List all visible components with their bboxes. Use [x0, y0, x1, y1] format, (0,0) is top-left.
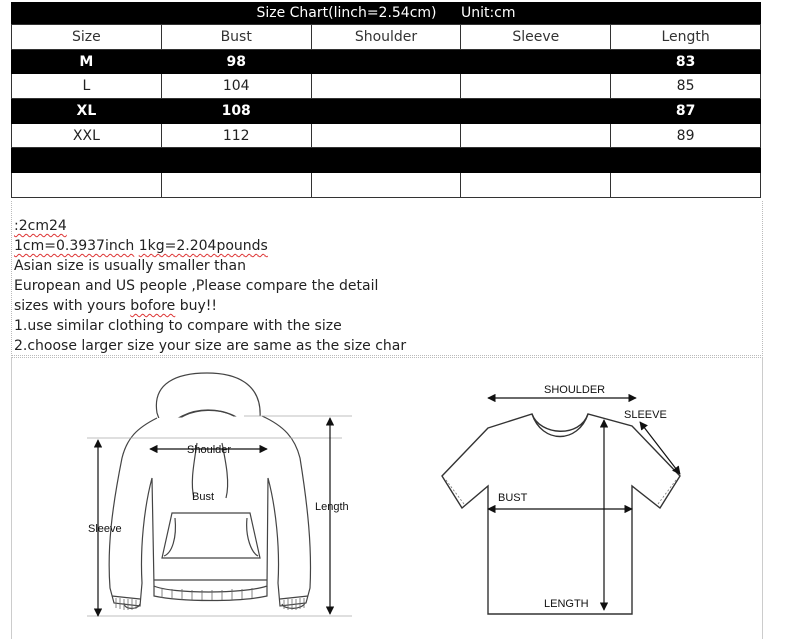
note-line — [14, 216, 406, 236]
size-table — [11, 24, 761, 198]
header-length: Length — [611, 25, 761, 50]
note-line: 2.choose larger size your size are same as the size char — [14, 338, 407, 354]
cell-size — [12, 173, 162, 198]
cell-shoulder — [311, 148, 461, 173]
table-row — [12, 173, 761, 198]
table-row — [12, 148, 761, 173]
table-row — [12, 74, 761, 99]
cell-bust — [161, 173, 311, 198]
note-text: buy!! — [175, 298, 218, 314]
hoodie-bust-label: Bust — [192, 491, 215, 503]
tshirt-sleeve-label: SLEEVE — [624, 409, 667, 421]
cell-length — [611, 173, 761, 198]
cell-length: 83 — [611, 49, 761, 74]
cell-size: XL — [12, 99, 162, 124]
cell-sleeve — [461, 49, 611, 74]
note-text: sizes with yours — [14, 298, 131, 314]
hoodie-sleeve-label: Sleeve — [88, 523, 122, 535]
cell-length — [611, 148, 761, 173]
cell-shoulder — [311, 173, 461, 198]
note-text: bofore — [130, 298, 176, 314]
cell-sleeve — [461, 99, 611, 124]
cell-sleeve — [461, 123, 611, 148]
header-size: Size — [12, 25, 162, 50]
tshirt-bust-label: BUST — [498, 492, 528, 504]
note-line: 1.use similar clothing to compare with the size — [14, 318, 342, 334]
cell-bust: 104 — [161, 74, 311, 99]
note-line: Asian size is usually smaller than — [14, 258, 246, 274]
cell-sleeve — [461, 173, 611, 198]
cell-size: XXL — [12, 123, 162, 148]
size-chart-title-bar — [11, 2, 761, 24]
hoodie-shoulder-label: Shoulder — [187, 444, 232, 456]
cell-bust — [161, 148, 311, 173]
header-shoulder: Shoulder — [311, 25, 461, 50]
note-text: 1kg=2.204pounds — [138, 238, 268, 254]
cell-length: 85 — [611, 74, 761, 99]
note-line — [14, 236, 406, 256]
hoodie-length-label: Length — [315, 501, 349, 513]
cell-sleeve — [461, 74, 611, 99]
size-notes — [11, 201, 763, 356]
cell-length: 89 — [611, 123, 761, 148]
note-text: :2cm24 — [14, 218, 67, 234]
table-header-row — [12, 25, 761, 50]
size-chart — [11, 2, 761, 198]
note-text: 1cm=0.3937inch — [14, 238, 135, 254]
cell-shoulder — [311, 74, 461, 99]
note-line — [14, 296, 406, 316]
tshirt-length-label: LENGTH — [544, 598, 589, 610]
table-row — [12, 49, 761, 74]
cell-size — [12, 148, 162, 173]
cell-sleeve — [461, 148, 611, 173]
tshirt-illustration — [442, 414, 680, 614]
table-row — [12, 99, 761, 124]
cell-bust: 112 — [161, 123, 311, 148]
cell-bust: 98 — [161, 49, 311, 74]
tshirt-shoulder-label: SHOULDER — [544, 384, 606, 396]
size-chart-title: Size Chart(linch=2.54cm) — [256, 5, 437, 21]
note-line: European and US people ,Please compare the detail — [14, 278, 379, 294]
table-row — [12, 123, 761, 148]
cell-size: M — [12, 49, 162, 74]
cell-size: L — [12, 74, 162, 99]
header-sleeve: Sleeve — [461, 25, 611, 50]
size-chart-unit: Unit:cm — [460, 5, 516, 21]
cell-bust: 108 — [161, 99, 311, 124]
measurement-illustration — [12, 358, 762, 639]
cell-shoulder — [311, 123, 461, 148]
cell-length: 87 — [611, 99, 761, 124]
cell-shoulder — [311, 99, 461, 124]
cell-shoulder — [311, 49, 461, 74]
header-bust: Bust — [161, 25, 311, 50]
measurement-diagram — [11, 357, 763, 639]
